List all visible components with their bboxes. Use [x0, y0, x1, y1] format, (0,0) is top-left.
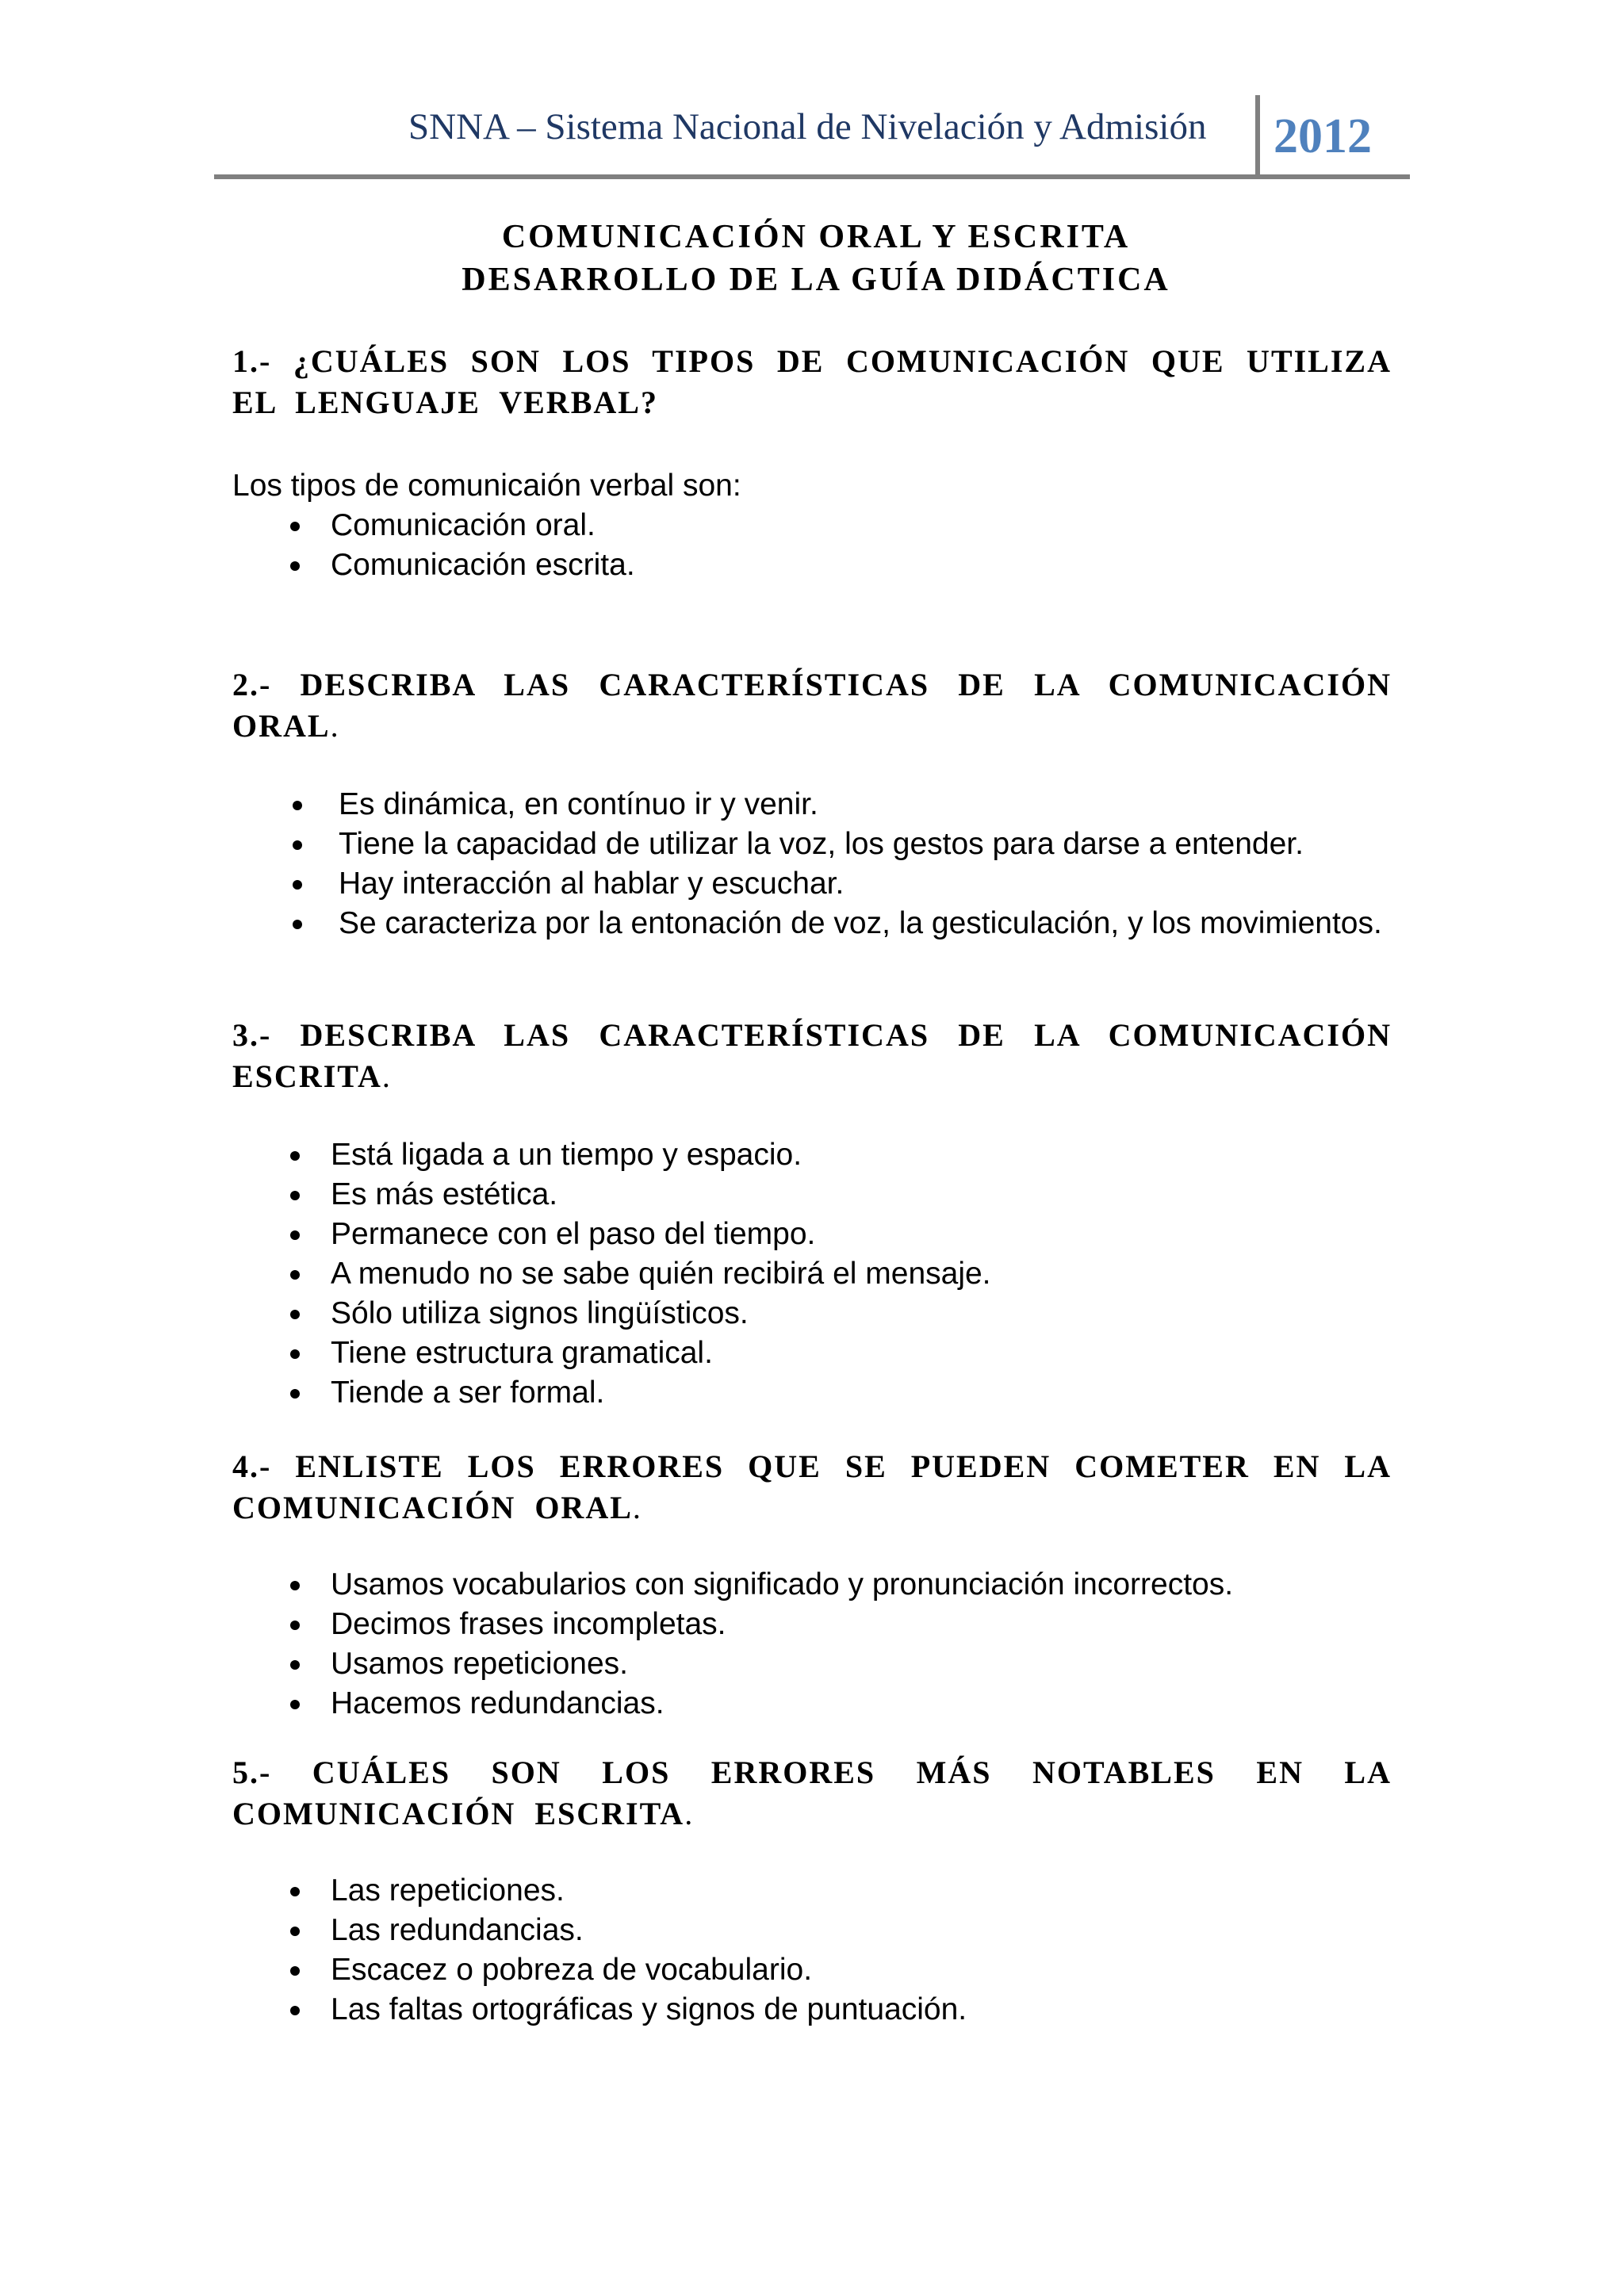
list-item: Sólo utiliza signos lingüísticos. [232, 1294, 1398, 1334]
list-item: Es dinámica, en contínuo ir y venir. [232, 785, 1392, 825]
question-1 [232, 341, 1392, 423]
question-2 [232, 664, 1392, 747]
list-item: Hay interacción al hablar y escuchar. [232, 864, 1392, 904]
list-item: A menudo no se sabe quién recibirá el mensaje. [232, 1254, 1398, 1294]
list-item: Hacemos redundancias. [232, 1684, 1398, 1724]
document-title-line-1: COMUNICACIÓN ORAL Y ESCRITA [501, 219, 1131, 255]
list-item: Tiene estructura gramatical. [232, 1334, 1398, 1373]
list-item: Permanece con el paso del tiempo. [232, 1215, 1398, 1254]
question-5-period: . [684, 1796, 695, 1831]
list-item: Comunicación oral. [232, 506, 1398, 545]
question-3-text: 3.- DESCRIBA LAS CARACTERÍSTICAS DE LA COMUNICACIÓN ESCRITA [232, 1017, 1392, 1094]
document-title-line-2: DESARROLLO DE LA GUÍA DIDÁCTICA [462, 262, 1170, 298]
question-2-text: 2.- DESCRIBA LAS CARACTERÍSTICAS DE LA COMUNICACIÓN ORAL [232, 667, 1392, 744]
list-item: Es más estética. [232, 1175, 1398, 1215]
answer-1-list [232, 506, 1398, 585]
list-item: Las repeticiones. [232, 1871, 1398, 1911]
question-4 [232, 1446, 1392, 1529]
header-year: 2012 [1274, 109, 1372, 163]
list-item: Usamos vocabularios con significado y pronunciación incorrectos. [232, 1565, 1398, 1605]
question-2-period: . [330, 708, 340, 744]
question-1-text: 1.- ¿CUÁLES SON LOS TIPOS DE COMUNICACIÓN QUE UTILIZA EL LENGUAJE VERBAL? [232, 343, 1392, 420]
list-item: Está ligada a un tiempo y espacio. [232, 1135, 1398, 1175]
answer-1-intro: Los tipos de comunicaión verbal son: [232, 469, 741, 503]
document-title [238, 216, 1394, 301]
answer-2-list [232, 785, 1392, 943]
header-divider [1255, 95, 1260, 178]
question-3-period: . [381, 1058, 392, 1094]
list-item: Tiende a ser formal. [232, 1373, 1398, 1413]
question-5 [232, 1752, 1392, 1835]
list-item: Las redundancias. [232, 1911, 1398, 1950]
list-item: Usamos repeticiones. [232, 1644, 1398, 1684]
list-item: Escacez o pobreza de vocabulario. [232, 1950, 1398, 1990]
header-title: SNNA – Sistema Nacional de Nivelación y Admisión [408, 106, 1207, 147]
list-item: Comunicación escrita. [232, 545, 1398, 585]
question-5-text: 5.- CUÁLES SON LOS ERRORES MÁS NOTABLES EN LA COMUNICACIÓN ESCRITA [232, 1755, 1392, 1831]
question-4-text: 4.- ENLISTE LOS ERRORES QUE SE PUEDEN COMETER EN LA COMUNICACIÓN ORAL [232, 1448, 1392, 1525]
answer-4-list [232, 1565, 1398, 1724]
question-3 [232, 1015, 1392, 1097]
answer-5-list [232, 1871, 1398, 2030]
question-4-period: . [632, 1490, 642, 1525]
list-item: Decimos frases incompletas. [232, 1605, 1398, 1644]
list-item: Tiene la capacidad de utilizar la voz, los gestos para darse a entender. [232, 825, 1392, 864]
list-item: Las faltas ortográficas y signos de puntuación. [232, 1990, 1398, 2030]
answer-3-list [232, 1135, 1398, 1413]
header-rule [214, 174, 1410, 179]
list-item: Se caracteriza por la entonación de voz, la gesticulación, y los movimientos. [232, 904, 1392, 943]
